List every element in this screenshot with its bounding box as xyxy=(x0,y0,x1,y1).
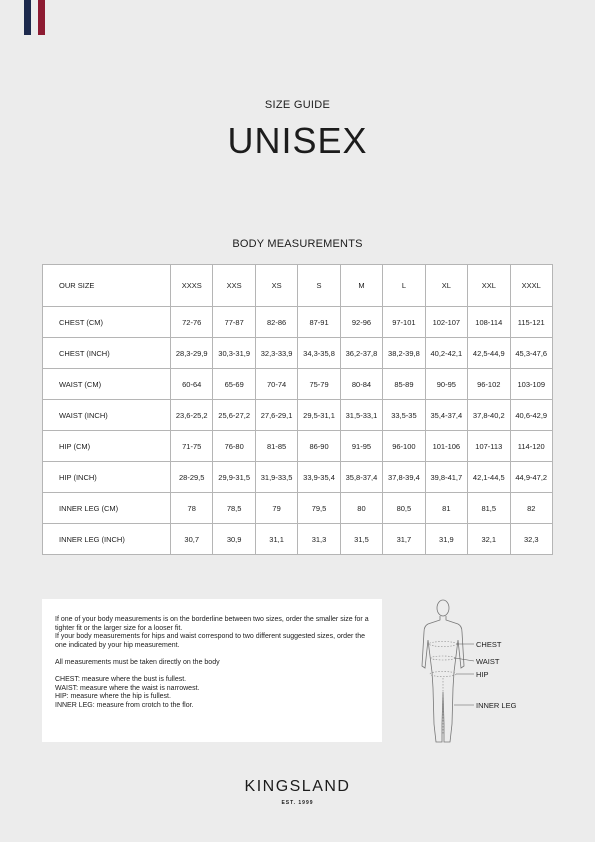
table-cell: 32,1 xyxy=(468,524,510,555)
table-cell: 40,6-42,9 xyxy=(510,400,553,431)
column-header: OUR SIZE xyxy=(43,265,171,307)
table-cell: 37,8-39,4 xyxy=(383,462,425,493)
table-cell: 35,8-37,4 xyxy=(340,462,382,493)
page-title: UNISEX xyxy=(227,120,368,161)
figure-label-chest: CHEST xyxy=(476,640,502,649)
column-header: XL xyxy=(425,265,467,307)
brand-flag-stripes xyxy=(24,0,45,35)
table-cell: 82-86 xyxy=(255,307,297,338)
table-row xyxy=(43,338,553,369)
table-cell: 79 xyxy=(255,493,297,524)
table-cell: 42,1-44,5 xyxy=(468,462,510,493)
column-header: XXXL xyxy=(510,265,553,307)
table-row xyxy=(43,462,553,493)
table-cell: 39,8-41,7 xyxy=(425,462,467,493)
table-cell: 81-85 xyxy=(255,431,297,462)
table-cell: 28-29,5 xyxy=(171,462,213,493)
table-cell: 27,6-29,1 xyxy=(255,400,297,431)
table-cell: 40,2-42,1 xyxy=(425,338,467,369)
table-cell: 101-106 xyxy=(425,431,467,462)
table-header-row xyxy=(43,265,553,307)
table-cell: 115-121 xyxy=(510,307,553,338)
table-cell: 114-120 xyxy=(510,431,553,462)
table-cell: 70-74 xyxy=(255,369,297,400)
table-cell: 30,3-31,9 xyxy=(213,338,255,369)
table-cell: 60-64 xyxy=(171,369,213,400)
table-cell: 80-84 xyxy=(340,369,382,400)
table-body xyxy=(43,307,553,555)
row-label: WAIST (CM) xyxy=(43,369,171,400)
table-cell: 79,5 xyxy=(298,493,340,524)
table-cell: 77-87 xyxy=(213,307,255,338)
figure-label-waist: WAIST xyxy=(476,657,500,666)
column-header: XXL xyxy=(468,265,510,307)
column-header: M xyxy=(340,265,382,307)
table-cell: 81 xyxy=(425,493,467,524)
table-cell: 96-100 xyxy=(383,431,425,462)
column-header: S xyxy=(298,265,340,307)
table-row xyxy=(43,524,553,555)
table-cell: 96-102 xyxy=(468,369,510,400)
brand-established: EST. 1999 xyxy=(281,800,314,806)
table-cell: 29,9-31,5 xyxy=(213,462,255,493)
body-measurement-figure xyxy=(410,596,550,746)
table-cell: 31,3 xyxy=(298,524,340,555)
table-cell: 102-107 xyxy=(425,307,467,338)
table-cell: 28,3-29,9 xyxy=(171,338,213,369)
row-label: HIP (CM) xyxy=(43,431,171,462)
table-cell: 29,5-31,1 xyxy=(298,400,340,431)
row-label: INNER LEG (CM) xyxy=(43,493,171,524)
table-cell: 75-79 xyxy=(298,369,340,400)
table-row xyxy=(43,431,553,462)
note-chest: CHEST: measure where the bust is fullest. xyxy=(55,676,187,684)
note-hip: HIP: measure where the hip is fullest. xyxy=(55,693,171,701)
table-cell: 91-95 xyxy=(340,431,382,462)
table-cell: 87-91 xyxy=(298,307,340,338)
table-cell: 31,5 xyxy=(340,524,382,555)
note-borderline: If one of your body measurements is on the borderline between two sizes, order the smaller size for a tighter fit or the larger size for a looser fit. xyxy=(55,616,369,632)
column-header: XXS xyxy=(213,265,255,307)
table-cell: 80,5 xyxy=(383,493,425,524)
table-cell: 30,9 xyxy=(213,524,255,555)
table-cell: 90-95 xyxy=(425,369,467,400)
table-cell: 78,5 xyxy=(213,493,255,524)
table-cell: 35,4-37,4 xyxy=(425,400,467,431)
table-row xyxy=(43,307,553,338)
table-cell: 31,5-33,1 xyxy=(340,400,382,431)
figure-label-inner-leg: INNER LEG xyxy=(476,701,517,710)
table-cell: 78 xyxy=(171,493,213,524)
size-table xyxy=(42,264,553,555)
table-cell: 97-101 xyxy=(383,307,425,338)
table-cell: 30,7 xyxy=(171,524,213,555)
table-cell: 31,9-33,5 xyxy=(255,462,297,493)
table-cell: 72-76 xyxy=(171,307,213,338)
table-row xyxy=(43,369,553,400)
table-cell: 82 xyxy=(510,493,553,524)
table-cell: 37,8-40,2 xyxy=(468,400,510,431)
note-waist: WAIST: measure where the waist is narrowest. xyxy=(55,684,200,692)
row-label: CHEST (CM) xyxy=(43,307,171,338)
row-label: HIP (INCH) xyxy=(43,462,171,493)
row-label: INNER LEG (INCH) xyxy=(43,524,171,555)
table-cell: 31,1 xyxy=(255,524,297,555)
note-on-body: All measurements must be taken directly on the body xyxy=(55,658,220,666)
table-cell: 31,9 xyxy=(425,524,467,555)
table-cell: 86-90 xyxy=(298,431,340,462)
table-cell: 34,3-35,8 xyxy=(298,338,340,369)
table-cell: 42,5-44,9 xyxy=(468,338,510,369)
table-cell: 33,5-35 xyxy=(383,400,425,431)
section-title: BODY MEASUREMENTS xyxy=(232,238,363,250)
note-inner-leg: INNER LEG: measure from crotch to the flor. xyxy=(55,701,194,709)
table-cell: 23,6-25,2 xyxy=(171,400,213,431)
table-cell: 108-114 xyxy=(468,307,510,338)
table-cell: 33,9-35,4 xyxy=(298,462,340,493)
table-row xyxy=(43,493,553,524)
table-cell: 25,6-27,2 xyxy=(213,400,255,431)
measurement-notes xyxy=(42,599,382,742)
table-cell: 71-75 xyxy=(171,431,213,462)
table-cell: 80 xyxy=(340,493,382,524)
page-subtitle: SIZE GUIDE xyxy=(264,99,331,111)
flag-stripe-navy xyxy=(24,0,31,35)
table-cell: 107-113 xyxy=(468,431,510,462)
flag-stripe-red xyxy=(38,0,45,35)
column-header: L xyxy=(383,265,425,307)
flag-stripe-white xyxy=(31,0,38,35)
table-cell: 31,7 xyxy=(383,524,425,555)
table-cell: 81,5 xyxy=(468,493,510,524)
table-cell: 65-69 xyxy=(213,369,255,400)
table-cell: 103-109 xyxy=(510,369,553,400)
table-cell: 45,3-47,6 xyxy=(510,338,553,369)
column-header: XXXS xyxy=(171,265,213,307)
brand-logo: KINGSLAND xyxy=(244,778,351,795)
table-row xyxy=(43,400,553,431)
table-cell: 32,3-33,9 xyxy=(255,338,297,369)
table-cell: 32,3 xyxy=(510,524,553,555)
table-cell: 76-80 xyxy=(213,431,255,462)
table-cell: 44,9-47,2 xyxy=(510,462,553,493)
column-header: XS xyxy=(255,265,297,307)
table-cell: 92-96 xyxy=(340,307,382,338)
figure-label-hip: HIP xyxy=(476,670,489,679)
row-label: WAIST (INCH) xyxy=(43,400,171,431)
row-label: CHEST (INCH) xyxy=(43,338,171,369)
table-cell: 38,2-39,8 xyxy=(383,338,425,369)
table-cell: 85-89 xyxy=(383,369,425,400)
table-cell: 36,2-37,8 xyxy=(340,338,382,369)
note-hip-waist: If your body measurements for hips and waist correspond to two different suggested sizes, order the one indicated by your hip measurement. xyxy=(55,633,365,649)
